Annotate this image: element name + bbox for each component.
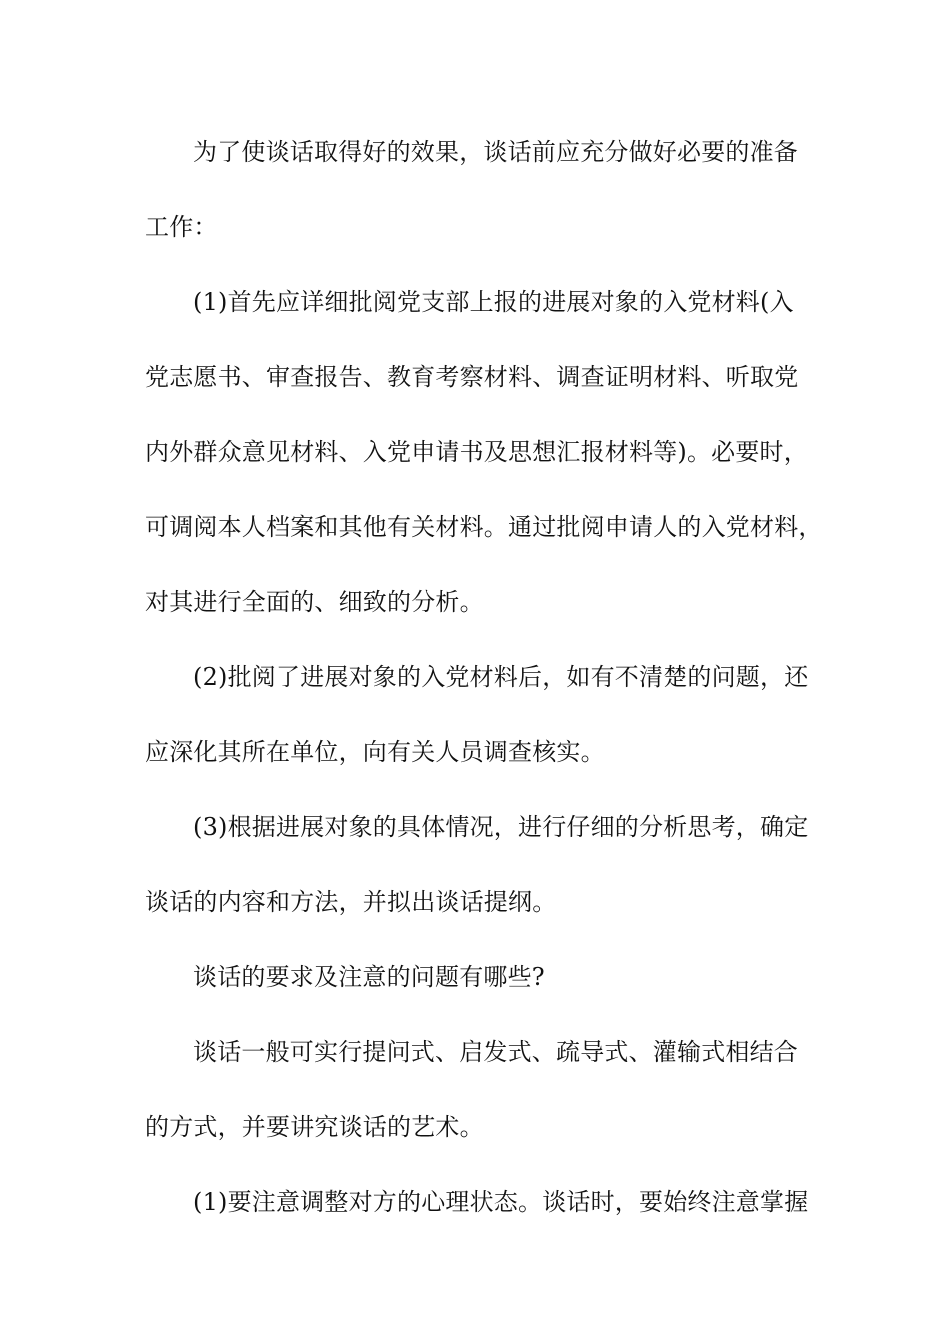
- paragraph-line: 内外群众意见材料、入党申请书及思想汇报材料等)。必要时，: [145, 438, 808, 466]
- paragraph-line: (3)根据进展对象的具体情况，进行仔细的分析思考，确定: [193, 813, 809, 841]
- paragraph-line: 党志愿书、审查报告、教育考察材料、调查证明材料、听取党: [145, 363, 799, 391]
- paragraph-line: 对其进行全面的、细致的分析。: [145, 588, 484, 616]
- paragraph-line: 谈话一般可实行提问式、启发式、疏导式、灌输式相结合: [193, 1038, 798, 1066]
- paragraph-line: (1)要注意调整对方的心理状态。谈话时，要始终注意掌握: [193, 1188, 809, 1216]
- paragraph-line: 工作：: [145, 213, 218, 241]
- paragraph-line: (2)批阅了进展对象的入党材料后，如有不清楚的问题，还: [193, 663, 809, 691]
- question-heading: 谈话的要求及注意的问题有哪些?: [193, 963, 545, 991]
- paragraph-line: 应深化其所在单位，向有关人员调查核实。: [145, 738, 605, 766]
- paragraph-line: 谈话的内容和方法，并拟出谈话提纲。: [145, 888, 557, 916]
- paragraph-line: 的方式，并要讲究谈话的艺术。: [145, 1113, 484, 1141]
- paragraph-line: 可调阅本人档案和其他有关材料。通过批阅申请人的入党材料，: [145, 513, 823, 541]
- paragraph-line: 为了使谈话取得好的效果，谈话前应充分做好必要的准备: [193, 138, 798, 166]
- paragraph-line: (1)首先应详细批阅党支部上报的进展对象的入党材料(入: [193, 288, 794, 316]
